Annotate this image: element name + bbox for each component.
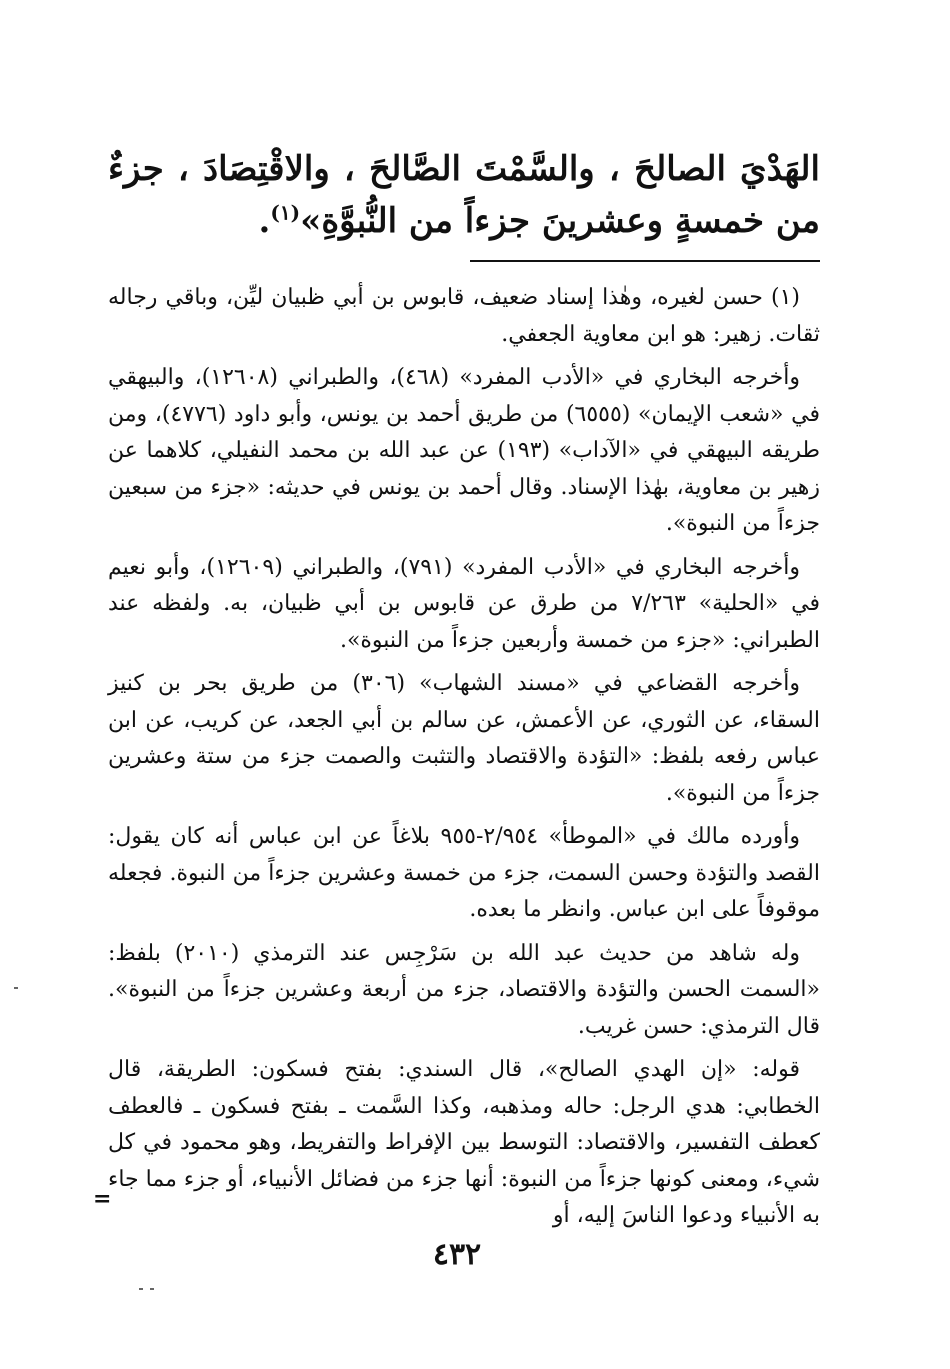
continuation-mark: = <box>93 1186 112 1212</box>
footnote-separator <box>470 260 820 262</box>
page-number: ٤٣٢ <box>432 1237 482 1272</box>
hadith-end-mark: . <box>258 201 271 241</box>
footnote-paragraph: وأخرجه القضاعي في «مسند الشهاب» (٣٠٦) من طريق بحر بن كنيز السقاء، عن الثوري، عن الأعمش، عن سالم بن أبي الجعد، عن كريب، عن ابن عباس رفعه بلفظ: «التؤدة والاقتصاد والتثبت والصمت جزء من ستة وعشرين جزءاً من النبوة». <box>108 671 820 806</box>
footnote-paragraph: وأورده مالك في «الموطأ» ٢/٩٥٤-٩٥٥ بلاغاً عن ابن عباس أنه كان يقول: القصد والتؤدة وحسن السمت، جزء من خمسة وعشرين جزءاً من النبوة. فجعله موقوفاً على ابن عباس. وانظر ما بعده. <box>108 824 820 922</box>
scan-speck <box>14 987 18 989</box>
hadith-body: الهَدْيَ الصالحَ ، والسَّمْتَ الصَّالحَ ، والاقْتِصَادَ ، جزءٌ من خمسةٍ وعشرينَ جزءاً من النُّبوَّةِ» <box>108 149 820 241</box>
footnote-paragraph: (١) حسن لغيره، وهٰذا إسناد ضعيف، قابوس بن أبي ظبيان ليِّن، وباقي رجاله ثقات. زهير: هو ابن معاوية الجعفي. <box>108 285 820 347</box>
footnote-paragraph: وله شاهد من حديث عبد الله بن سَرْجِس عند الترمذي (٢٠١٠) بلفظ: «السمت الحسن والتؤدة والاقتصاد، جزء من أربعة وعشرين جزءاً من النبوة». قال الترمذي: حسن غريب. <box>108 940 820 1039</box>
footnote-marker: (١) <box>270 200 301 225</box>
footnote-paragraph: وأخرجه البخاري في «الأدب المفرد» (٤٦٨)، والطبراني (١٢٦٠٨)، والبيهقي في «شعب الإيمان» (٦٥٥٥) من طريق أحمد بن يونس، وأبو داود (٤٧٧٦)، ومن طريقه البيهقي في «الآداب» (١٩٣) عن عبد الله بن محمد النفيلي، كلاهما عن زهير بن معاوية، بهٰذا الإسناد. وقال أحمد بن يونس في حديثه: «جزء من سبعين جزءاً من النبوة». <box>108 365 820 536</box>
footnotes-section <box>108 280 820 1242</box>
scan-speck <box>150 1288 154 1290</box>
scan-speck <box>139 1288 143 1290</box>
page-body <box>108 0 820 1369</box>
footnote-paragraph: وأخرجه البخاري في «الأدب المفرد» (٧٩١)، والطبراني (١٢٦٠٩)، وأبو نعيم في «الحلية» ٧/٢٦٣ من طرق عن قابوس بن أبي ظبيان، به. ولفظه عند الطبراني: «جزء من خمسة وأربعين جزءاً من النبوة». <box>108 554 820 653</box>
hadith-text <box>108 143 820 247</box>
footnote-paragraph: قوله: «إن الهدي الصالح»، قال السندي: بفتح فسكون: الطريقة، قال الخطابي: هدي الرجل: حاله ومذهبه، وكذا السَّمت ـ بفتح فسكون ـ فالعطف كعطف التفسير، والاقتصاد: التوسط بين الإفراط والتفريط، وهو محمود في كل شيء، ومعنى كونها جزءاً من النبوة: أنها جزء من فضائل الأنبياء، أو جزء مما جاء به الأنبياء ودعوا الناسَ إليه، أو <box>108 1057 821 1228</box>
